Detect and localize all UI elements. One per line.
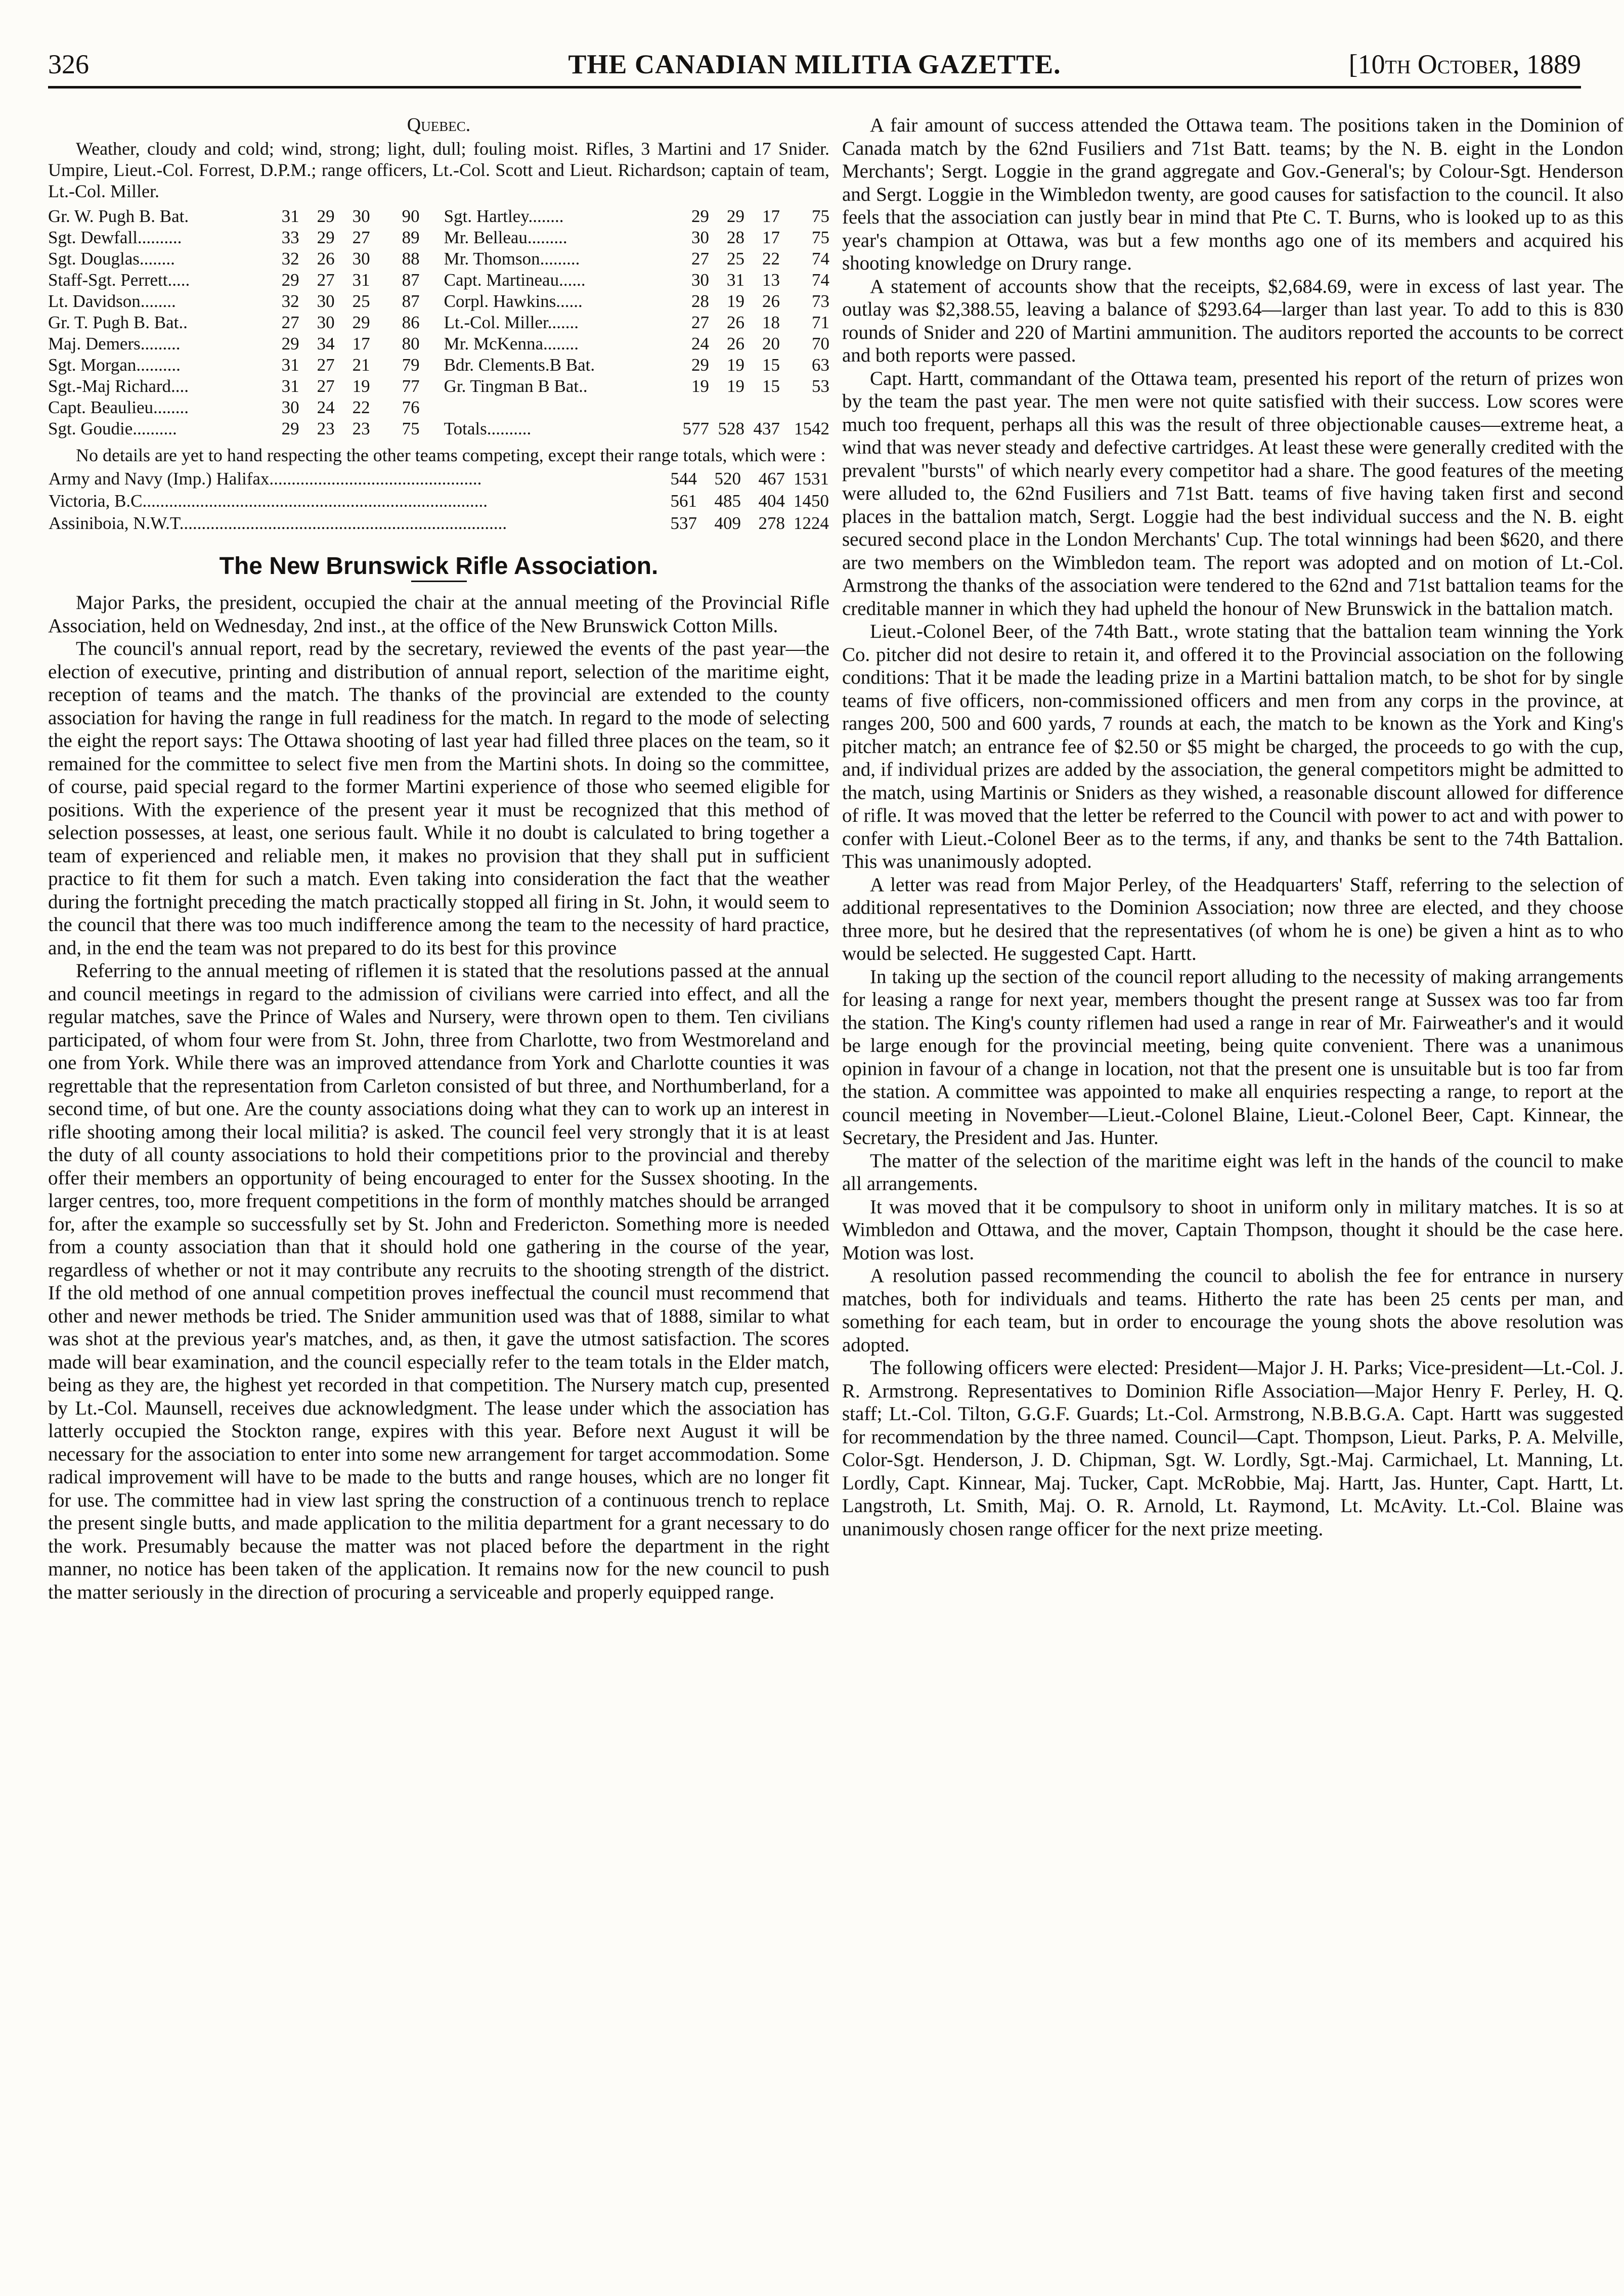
- score-cell: 20: [762, 333, 780, 354]
- competitor-name: Sgt. Goudie..........: [48, 418, 177, 438]
- score-cell: 29: [281, 418, 299, 438]
- competitor-name: Maj. Demers.........: [48, 333, 181, 354]
- score-cell: 30: [352, 206, 370, 226]
- score-cell: [744, 397, 780, 418]
- score-cell: 32: [281, 248, 299, 269]
- team-name: Victoria, B.C..............................................................................: [49, 491, 488, 511]
- competitor-name: [444, 397, 674, 418]
- score-cell: 76: [402, 397, 420, 417]
- score-cell: 19: [691, 376, 709, 396]
- competitor-name: Mr. McKenna........: [444, 333, 579, 354]
- competitor-name: Mr. Thomson.........: [444, 248, 580, 269]
- score-cell: 86: [402, 312, 420, 332]
- range-total: 544: [670, 468, 697, 489]
- score-cell: 27: [281, 312, 299, 332]
- competitor-name: Gr. Tingman B Bat..: [444, 376, 588, 396]
- right-column: [842, 114, 1623, 1540]
- competitor-name: Sgt. Morgan..........: [48, 355, 181, 375]
- score-cell: 27: [352, 227, 370, 247]
- score-cell: 30: [691, 270, 709, 290]
- competitor-name: Mr. Belleau.........: [444, 227, 567, 247]
- title-rule: [411, 581, 467, 582]
- nb-article-title: The New Brunswick Rifle Association.: [219, 552, 659, 580]
- score-row: [48, 333, 829, 355]
- score-cell: 22: [352, 397, 370, 417]
- score-cell: [709, 397, 744, 418]
- score-cell: 75: [812, 227, 829, 247]
- competitor-name: Lt. Davidson........: [48, 291, 176, 311]
- quebec-score-table: [48, 206, 829, 439]
- range-total: 1224: [794, 513, 829, 533]
- score-cell: 29: [317, 206, 335, 226]
- competitor-name: Lt.-Col. Miller.......: [444, 312, 579, 332]
- score-row: [48, 312, 829, 333]
- score-cell: 22: [762, 248, 780, 269]
- score-cell: 27: [317, 376, 335, 396]
- score-cell: 27: [317, 270, 335, 290]
- score-row: [48, 227, 829, 248]
- score-cell: 26: [762, 291, 780, 311]
- issue-date: [10th October, 1889: [1348, 49, 1581, 79]
- column-gap: [420, 418, 444, 439]
- score-cell: 87: [402, 270, 420, 290]
- article-paragraph: A statement of accounts show that the receipts, $2,684.69, were in excess of last year. The outlay was $2,388.55, leaving a balance of $293.64—larger than last year. To add to this is 830 rounds of Snider and 220 of Martini ammunition. The auditors reported the accounts to be correct and both reports were passed.: [842, 275, 1623, 366]
- score-cell: 27: [317, 355, 335, 375]
- score-cell: 63: [812, 355, 829, 375]
- score-cell: 31: [727, 270, 744, 290]
- score-cell: 75: [812, 206, 829, 226]
- score-cell: 15: [762, 355, 780, 375]
- article-paragraph: Referring to the annual meeting of riflemen it is stated that the resolutions passed at the annual and council meetings in regard to the admission of civilians were carried into effect, and all the regular matches, save the Prince of Wales and Nursery, were thrown open to them. Ten civilians participated, of whom four were from St. John, three from Charlotte, two from Westmoreland and one from York. While there was an improved attendance from York and Charlotte counties it was regrettable that the representation from Carleton consisted of but three, and Northumberland, for a second time, of but one. Are the county associations doing what they can to work up an interest in rifle shooting among their local militia? is asked. The council feel very strongly that it is at least the duty of all county associations to hold their competitions prior to the provincial and thereby offer their members an opportunity of being encouraged to enter for the Sussex shooting. In the larger centres, too, more frequent competitions in the form of monthly matches should be arranged for, after the example so successfully set by St. John and Fredericton. Something more is needed from a county association than that it should hold one gathering in the course of the year, regardless of whether or not it may contribute any recruits to the shooting strength of the district. If the old method of one annual competition proves ineffectual the council must recommend that other and newer methods be tried. The Snider ammunition used was that of 1888, similar to what was shot at the previous year's matches, and, as then, it gave the utmost satisfaction. The scores made will bear examination, and the council especially refer to the team totals in the Elder match, being as they are, the highest yet recorded in that competition. The Nursery match cup, presented by Lt.-Col. Maunsell, receives due acknowledgment. The lease under which the association has latterly occupied the Stockton range, expires with this year. Before next August it will be necessary for the association to enter into some new arrangement for target accommodation. Some radical improvement will have to be made to the butts and range houses, which are no longer fit for use. The committee had in view last spring the construction of a continuous trench to replace the present single butts, and made application to the militia department for a grant necessary to do the work. Presumably because the matter was not placed before the department in the right manner, no notice has been taken of the application. It remains now for the new council to push the matter seriously in the direction of procuring a serviceable and properly equipped range.: [48, 960, 829, 1603]
- score-row: [48, 397, 829, 418]
- range-total: 278: [758, 513, 785, 533]
- competitor-name: Sgt.-Maj Richard....: [48, 376, 189, 396]
- score-cell: 528: [718, 418, 744, 438]
- article-paragraph: A fair amount of success attended the Ottawa team. The positions taken in the Dominion of Canada match by the 62nd Fusiliers and 71st Batt. teams; by the N. B. eight in the London Merchants'; Sergt. Loggie in the grand aggregate and Gov.-General's; by Colour-Sgt. Henderson and Sergt. Loggie in the Wimbledon twenty, are good causes for satisfaction to the council. It also feels that the association can justly bear in mind that Pte C. T. Burns, who is looked up to as this year's champion at Ottawa, was but a few months ago one of its members and acquired his shooting knowledge on Drury range.: [842, 114, 1623, 274]
- score-cell: 34: [317, 333, 335, 354]
- quebec-heading: Quebec.: [407, 114, 471, 136]
- score-cell: 17: [762, 227, 780, 247]
- range-total: 404: [758, 491, 785, 511]
- range-total: 537: [670, 513, 697, 533]
- column-gap: [420, 291, 444, 312]
- score-row: [48, 206, 829, 227]
- competitor-name: Totals..........: [444, 418, 532, 438]
- score-cell: 26: [727, 333, 744, 354]
- score-cell: 27: [691, 312, 709, 332]
- score-cell: 15: [762, 376, 780, 396]
- article-paragraph: Major Parks, the president, occupied the chair at the annual meeting of the Provincial Rifle Association, held on Wednesday, 2nd inst., at the office of the New Brunswick Cotton Mills.: [48, 592, 829, 637]
- score-row: [48, 355, 829, 376]
- score-cell: 29: [691, 355, 709, 375]
- score-cell: 24: [691, 333, 709, 354]
- score-cell: 19: [352, 376, 370, 396]
- article-paragraph: A resolution passed recommending the council to abolish the fee for entrance in nursery matches, both for individuals and teams. Hitherto the rate has been 25 cents per man, and something for each team, but in order to encourage the young shots the above resolution was adopted.: [842, 1265, 1623, 1356]
- range-total: 467: [758, 468, 785, 489]
- score-cell: 71: [812, 312, 829, 332]
- column-gap: [420, 248, 444, 270]
- score-row: [48, 376, 829, 397]
- score-cell: 577: [682, 418, 709, 438]
- score-cell: 19: [727, 291, 744, 311]
- score-cell: 28: [727, 227, 744, 247]
- score-cell: [780, 397, 829, 418]
- score-cell: 87: [402, 291, 420, 311]
- score-cell: 19: [727, 355, 744, 375]
- publication-title: THE CANADIAN MILITIA GAZETTE.: [568, 49, 1061, 79]
- score-row: [48, 270, 829, 291]
- score-cell: 77: [402, 376, 420, 396]
- score-cell: [674, 397, 709, 418]
- score-cell: 90: [402, 206, 420, 226]
- score-cell: 31: [281, 206, 299, 226]
- other-teams-table: [48, 468, 829, 535]
- competitor-name: Sgt. Dewfall..........: [48, 227, 182, 247]
- team-total-row: [48, 490, 829, 512]
- range-total: 520: [714, 468, 741, 489]
- score-cell: 13: [762, 270, 780, 290]
- range-total: 1531: [794, 468, 829, 489]
- competitor-name: Sgt. Douglas........: [48, 248, 175, 269]
- range-total: 561: [670, 491, 697, 511]
- range-total: 485: [714, 491, 741, 511]
- competitor-name: Gr. W. Pugh B. Bat.: [48, 206, 189, 226]
- score-cell: 29: [691, 206, 709, 226]
- score-cell: 18: [762, 312, 780, 332]
- score-cell: 27: [691, 248, 709, 269]
- team-total-row: [48, 512, 829, 535]
- column-gap: [420, 312, 444, 333]
- article-paragraph: In taking up the section of the council report alluding to the necessity of making arrangements for leasing a range for next year, members thought the present range at Sussex was too far from the station. The King's county riflemen had used a range in rear of Mr. Fairweather's and it would be large enough for the provincial meeting, being quite convenient. There was a unanimous opinion in favour of a change in location, not that the present one is unsuitable but is too far from the station. A committee was appointed to make all enquiries respecting a range, to report at the council meeting in November—Lieut.-Colonel Blaine, Lieut.-Colonel Beer, Capt. Kinnear, the Secretary, the President and Jas. Hunter.: [842, 965, 1623, 1149]
- competitor-name: Capt. Martineau......: [444, 270, 586, 290]
- score-cell: 26: [727, 312, 744, 332]
- score-cell: 17: [762, 206, 780, 226]
- score-cell: 80: [402, 333, 420, 354]
- score-cell: 1542: [794, 418, 829, 438]
- score-cell: 30: [317, 291, 335, 311]
- score-cell: 29: [352, 312, 370, 332]
- score-cell: 25: [352, 291, 370, 311]
- score-row: [48, 291, 829, 312]
- article-paragraph: The matter of the selection of the maritime eight was left in the hands of the council to make all arrangements.: [842, 1150, 1623, 1195]
- column-gap: [420, 206, 444, 227]
- quebec-intro: Weather, cloudy and cold; wind, strong; light, dull; fouling moist. Rifles, 3 Martini and 17 Snider. Umpire, Lieut.-Col. Forrest, D.P.M.; range officers, Lt.-Col. Scott and Lieut. Richardson; captain of team, Lt.-Col. Miller.: [48, 138, 829, 201]
- article-paragraph: A letter was read from Major Perley, of the Headquarters' Staff, referring to the selection of additional representatives to the Dominion Association; now three are elected, and they choose three more, but he desired that the representatives (of whom he is one) be given a hint as to who would be selected. He suggested Capt. Hartt.: [842, 873, 1623, 964]
- right-column-body: [842, 114, 1623, 1540]
- score-cell: 53: [812, 376, 829, 396]
- score-cell: 33: [281, 227, 299, 247]
- score-cell: 74: [812, 270, 829, 290]
- score-cell: 23: [317, 418, 335, 438]
- article-paragraph: The following officers were elected: President—Major J. H. Parks; Vice-president—Lt.-Col. J. R. Armstrong. Representatives to Dominion Rifle Association—Major Henry F. Perley, H. Q. staff; Lt.-Col. Tilton, G.G.F. Guards; Lt.-Col. Armstrong, N.B.B.G.A. Capt. Hartt was suggested for recommendation by the three named. Council—Capt. Thompson, Lieut. Parks, P. A. Melville, Color-Sgt. Henderson, J. D. Chipman, Sgt. W. Lordly, Sgt.-Maj. Carmichael, Lt. Manning, Lt. Lordly, Capt. Kinnear, Maj. Tucker, Capt. McRobbie, Maj. Hartt, Jas. Hunter, Capt. Hartt, Lt. Langstroth, Lt. Smith, Maj. O. R. Arnold, Lt. Raymond, Lt. McAvity. Lt.-Col. Blaine was unanimously chosen range officer for the next prize meeting.: [842, 1357, 1623, 1540]
- score-cell: 75: [402, 418, 420, 438]
- article-paragraph: Lieut.-Colonel Beer, of the 74th Batt., wrote stating that the battalion team winning the York Co. pitcher did not desire to retain it, and offered it to the Provincial association on the following conditions: That it be made the leading prize in a Martini battalion match, to be shot for by single teams of five officers, non-commissioned officers and men from any corps in the province, at ranges 200, 500 and 600 yards, 7 rounds at each, the match to be known as the York and King's pitcher match; an entrance fee of $2.50 or $5 might be charged, the proceeds to go with the cup, and, if individual prizes are added by the association, the general competitors might be admitted to the match, using Martinis or Sniders as they wished, a reasonable discount allowed for difference of rifle. It was moved that the letter be referred to the Council with power to act and with power to confer with Lieut.-Colonel Beer as to the terms, if any, and thanks be sent to the 74th Battalion. This was unanimously adopted.: [842, 621, 1623, 872]
- score-cell: 73: [812, 291, 829, 311]
- column-gap: [420, 397, 444, 418]
- competitor-name: Bdr. Clements.B Bat.: [444, 355, 595, 375]
- competitor-name: Capt. Beaulieu........: [48, 397, 189, 417]
- article-paragraph: The council's annual report, read by the secretary, reviewed the events of the past year—the election of executive, printing and distribution of annual report, selection of the maritime eight, reception of teams and the match. The thanks of the provincial are extended to the county association for having the range in full readiness for the match. In regard to the mode of selecting the eight the report says: The Ottawa shooting of last year had filled three places on the team, so it remained for the committee to select five men from the Martini shots. In doing so the committee, of course, paid special regard to the former Martini experience of those who seemed eligible for positions. With the experience of the present year it must be recognized that this method of selection possesses, at least, one serious fault. While it no doubt is calculated to bring together a team of experienced and reliable men, it makes no provision that they shall put in sufficient practice to fit them for such a match. Even taking into consideration the fact that the weather during the fortnight preceding the match practically stopped all firing in St. John, it would seem to the council that there was too much indifference among the team to the necessity of hard practice, and, in the end the team was not prepared to do its best for this province: [48, 638, 829, 959]
- article-paragraph: Capt. Hartt, commandant of the Ottawa team, presented his report of the return of prizes won by the team the past year. The men were not quite satisfied with their success. Low scores were much too frequent, perhaps all this was the result of three objectionable causes—extreme heat, a wind that was never steady and defective cartridges. At least these were generally credited with the prevalent "bursts" of which nearly every competitor had a share. The good features of the meeting were alluded to, the 62nd Fusiliers and 71st Batt. teams of five having taken first and second places in the battalion match, Sergt. Loggie had the best individual success and the N. B. eight secured second place in the London Merchants' Cup. The total winnings had been $620, and there are two members on the Wimbledon team. The report was adopted and on motion of Lt.-Col. Armstrong the thanks of the association were tendered to the 62nd and 71st battalion teams for the creditable manner in which they had upheld the honour of New Brunswick in the battalion match.: [842, 367, 1623, 620]
- column-gap: [420, 227, 444, 248]
- page-number: 326: [48, 49, 89, 79]
- team-name: Army and Navy (Imp.) Halifax................................................: [49, 468, 482, 489]
- score-cell: 19: [727, 376, 744, 396]
- article-paragraph: It was moved that it be compulsory to shoot in uniform only in military matches. It is so at Wimbledon and Ottawa, and the mover, Captain Thompson, thought it should be the case here. Motion was lost.: [842, 1196, 1623, 1264]
- left-column: [48, 114, 829, 1604]
- team-total-row: [48, 468, 829, 490]
- score-cell: 29: [281, 333, 299, 354]
- score-cell: 30: [281, 397, 299, 417]
- score-cell: 31: [281, 355, 299, 375]
- column-gap: [420, 376, 444, 397]
- range-total: 409: [714, 513, 741, 533]
- score-cell: 30: [352, 248, 370, 269]
- score-row: [48, 418, 829, 439]
- competitor-name: Gr. T. Pugh B. Bat..: [48, 312, 188, 332]
- column-gap: [420, 355, 444, 376]
- score-cell: 29: [317, 227, 335, 247]
- score-cell: 24: [317, 397, 335, 417]
- score-cell: 23: [352, 418, 370, 438]
- score-cell: 79: [402, 355, 420, 375]
- score-cell: 25: [727, 248, 744, 269]
- score-cell: 88: [402, 248, 420, 269]
- score-cell: 21: [352, 355, 370, 375]
- competitor-name: Corpl. Hawkins......: [444, 291, 583, 311]
- score-cell: 31: [281, 376, 299, 396]
- nb-article-body: [48, 591, 829, 1604]
- page-header: [48, 43, 1581, 89]
- team-name: Assiniboia, N.W.T..........................................................................: [49, 513, 507, 533]
- score-cell: 30: [317, 312, 335, 332]
- score-cell: 26: [317, 248, 335, 269]
- column-gap: [420, 270, 444, 291]
- score-cell: 28: [691, 291, 709, 311]
- score-cell: 17: [352, 333, 370, 354]
- score-cell: 32: [281, 291, 299, 311]
- score-cell: 30: [691, 227, 709, 247]
- score-cell: 70: [812, 333, 829, 354]
- range-total: 1450: [794, 491, 829, 511]
- score-cell: 74: [812, 248, 829, 269]
- score-cell: 29: [727, 206, 744, 226]
- score-cell: 89: [402, 227, 420, 247]
- other-teams-note: No details are yet to hand respecting the other teams competing, except their range totals, which were :: [76, 445, 826, 465]
- competitor-name: Staff-Sgt. Perrett.....: [48, 270, 190, 290]
- score-row: [48, 248, 829, 270]
- score-cell: 31: [352, 270, 370, 290]
- column-gap: [420, 333, 444, 355]
- competitor-name: Sgt. Hartley........: [444, 206, 564, 226]
- score-cell: 29: [281, 270, 299, 290]
- score-cell: 437: [753, 418, 780, 438]
